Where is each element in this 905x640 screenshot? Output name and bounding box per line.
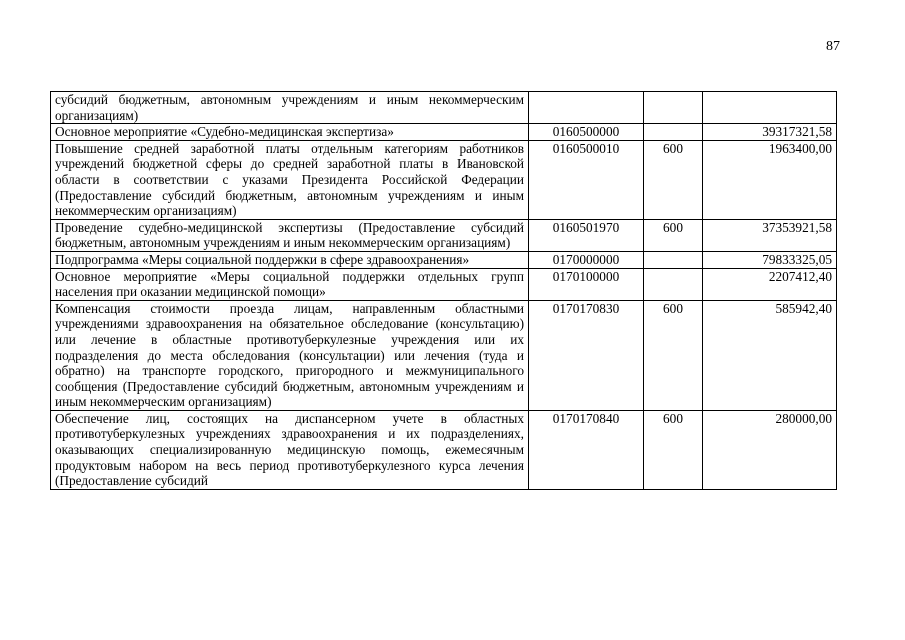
row-name: Обеспечение лиц, состоящих на диспансерном учете в областных противотуберкулезных учреждениях здравоохранения и их подразделениях, оказывающих специализированную медицинскую помощь, ежемесячным продуктовым набором на весь период противотуберкулезного курса лечения (Предоставление субсидий [51, 410, 529, 489]
table-row [51, 92, 837, 124]
row-amount: 37353921,58 [703, 219, 837, 251]
row-expense-type [644, 251, 703, 268]
row-name: субсидий бюджетным, автономным учреждениям и иным некоммерческим организациям) [51, 92, 529, 124]
row-name: Подпрограмма «Меры социальной поддержки в сфере здравоохранения» [51, 251, 529, 268]
row-amount: 2207412,40 [703, 268, 837, 300]
table-row [51, 410, 837, 489]
page-number: 87 [826, 39, 840, 54]
row-amount: 39317321,58 [703, 124, 837, 141]
row-code: 0160500010 [529, 140, 644, 219]
row-code: 0160500000 [529, 124, 644, 141]
row-expense-type: 600 [644, 219, 703, 251]
row-code: 0160501970 [529, 219, 644, 251]
row-code [529, 92, 644, 124]
table-row [51, 251, 837, 268]
table-row [51, 268, 837, 300]
row-expense-type [644, 268, 703, 300]
row-name: Основное мероприятие «Меры социальной поддержки отдельных групп населения при оказании медицинской помощи» [51, 268, 529, 300]
budget-table [50, 91, 837, 490]
row-expense-type: 600 [644, 140, 703, 219]
row-code: 0170100000 [529, 268, 644, 300]
row-amount: 280000,00 [703, 410, 837, 489]
row-amount [703, 92, 837, 124]
row-amount: 79833325,05 [703, 251, 837, 268]
row-code: 0170170840 [529, 410, 644, 489]
row-name: Проведение судебно-медицинской экспертизы (Предоставление субсидий бюджетным, автономным учреждениям и иным некоммерческим организациям) [51, 219, 529, 251]
table-row [51, 219, 837, 251]
row-amount: 585942,40 [703, 300, 837, 410]
row-expense-type [644, 92, 703, 124]
row-amount: 1963400,00 [703, 140, 837, 219]
row-expense-type [644, 124, 703, 141]
table-row [51, 300, 837, 410]
row-name: Основное мероприятие «Судебно-медицинская экспертиза» [51, 124, 529, 141]
row-expense-type: 600 [644, 300, 703, 410]
row-name: Повышение средней заработной платы отдельным категориям работников учреждений бюджетной сферы до средней заработной платы в Ивановской области в соответствии с указами Президента Российской Федерации (Предоставление субсидий бюджетным, автономным учреждениям и иным некоммерческим организациям) [51, 140, 529, 219]
table-row [51, 140, 837, 219]
row-name: Компенсация стоимости проезда лицам, направленным областными учреждениями здравоохранения на обязательное обследование (консультацию) или лечение в областные противотуберкулезные учреждения или их подразделения до места обследования (консультации) или лечения (туда и обратно) на транспорте городского, пригородного и межмуниципального сообщения (Предоставление субсидий бюджетным, автономным учреждениям и иным некоммерческим организациям) [51, 300, 529, 410]
row-code: 0170170830 [529, 300, 644, 410]
table-row [51, 124, 837, 141]
row-code: 0170000000 [529, 251, 644, 268]
row-expense-type: 600 [644, 410, 703, 489]
